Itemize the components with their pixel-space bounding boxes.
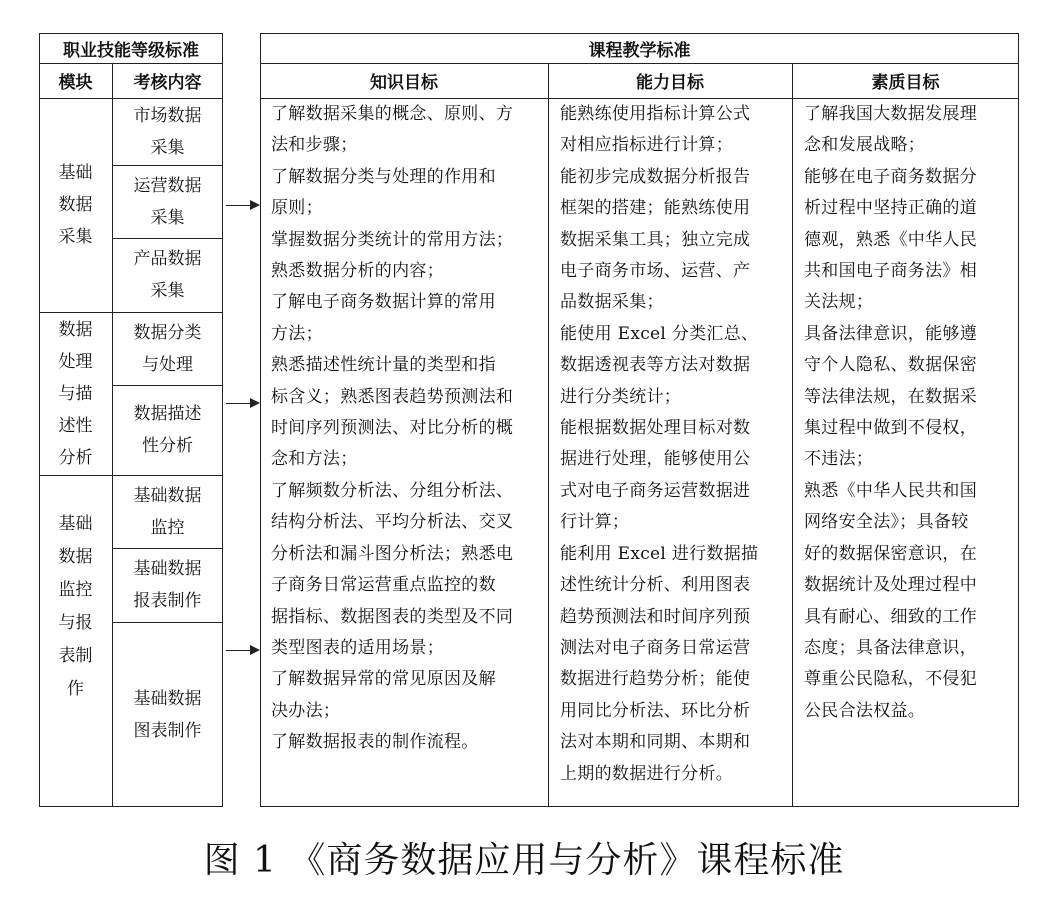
goal-line: 趋势预测法和时间序列预 bbox=[560, 606, 751, 627]
goal-line: 决办法； bbox=[271, 700, 341, 721]
knowledge-goals bbox=[271, 99, 543, 759]
goal-line: 法和步骤； bbox=[271, 135, 358, 156]
goal-line: 行计算； bbox=[560, 512, 630, 533]
item-descriptive-analysis: 数据描述 性分析 bbox=[133, 404, 202, 456]
item-operations-data: 运营数据 采集 bbox=[133, 175, 202, 228]
arrow-icon bbox=[226, 650, 258, 651]
item-chart-making: 基础数据 图表制作 bbox=[133, 688, 202, 741]
goal-line: 具有耐心、细致的工作 bbox=[804, 606, 977, 627]
ability-goals bbox=[560, 99, 788, 790]
arrow-icon bbox=[226, 403, 258, 404]
goal-line: 分析法和漏斗图分析法；熟悉电 bbox=[271, 543, 514, 564]
content-header: 考核内容 bbox=[133, 73, 202, 93]
goal-line: 熟悉数据分析的内容； bbox=[271, 261, 444, 282]
goal-line: 了解电子商务数据计算的常用 bbox=[271, 292, 496, 313]
item-data-monitoring: 基础数据 监控 bbox=[133, 485, 202, 538]
divider bbox=[792, 63, 793, 807]
skill-standard-title: 职业技能等级标准 bbox=[63, 40, 199, 61]
goal-line: 等法律法规，在数据采 bbox=[804, 386, 977, 407]
goal-line: 念和方法； bbox=[271, 449, 358, 470]
goal-line: 数据采集工具；独立完成 bbox=[560, 229, 751, 250]
goal-line: 了解数据采集的概念、原则、方 bbox=[271, 104, 514, 124]
goal-line: 据进行处理，能够使用公 bbox=[560, 449, 751, 470]
goal-line: 能利用 Excel 进行数据描 bbox=[560, 543, 759, 564]
goal-line: 了解数据分类与处理的作用和 bbox=[271, 166, 496, 187]
module-basic-data-collection: 基础 数据 采集 bbox=[58, 163, 93, 247]
goal-line: 掌握数据分类统计的常用方法； bbox=[271, 229, 514, 250]
goal-line: 能使用 Excel 分类汇总、 bbox=[560, 323, 759, 344]
item-product-data: 产品数据 采集 bbox=[133, 249, 202, 301]
goal-line: 了解频数分析法、分组分析法、 bbox=[271, 480, 514, 501]
goal-line: 电子商务市场、运营、产 bbox=[560, 261, 751, 282]
goal-line: 了解我国大数据发展理 bbox=[804, 104, 977, 124]
goal-line: 态度；具备法律意识， bbox=[804, 637, 977, 658]
goal-line: 具备法律意识，能够遵 bbox=[804, 323, 977, 344]
goal-line: 析过程中坚持正确的道 bbox=[804, 198, 977, 219]
ability-header: 能力目标 bbox=[636, 73, 704, 93]
goal-line: 标含义；熟悉图表趋势预测法和 bbox=[271, 386, 514, 407]
goal-line: 方法； bbox=[271, 323, 323, 344]
goal-line: 能够在电子商务数据分 bbox=[804, 166, 977, 187]
goal-line: 进行分类统计； bbox=[560, 386, 682, 407]
goal-line: 数据进行趋势分析；能使 bbox=[560, 669, 751, 690]
module-monitoring-reporting: 基础 数据 监控 与报 表制 作 bbox=[58, 514, 93, 699]
goal-line: 熟悉描述性统计量的类型和指 bbox=[271, 355, 496, 376]
goal-line: 法对本期和同期、本期和 bbox=[560, 732, 751, 753]
goal-line: 数据透视表等方法对数据 bbox=[560, 355, 751, 376]
knowledge-header: 知识目标 bbox=[370, 73, 438, 93]
goal-line: 能熟练使用指标计算公式 bbox=[560, 104, 751, 124]
item-market-data: 市场数据 采集 bbox=[133, 105, 202, 158]
goal-line: 熟悉《中华人民共和国 bbox=[804, 480, 977, 501]
goal-line: 网络安全法》；具备较 bbox=[804, 512, 969, 533]
item-data-classification: 数据分类 与处理 bbox=[133, 322, 202, 375]
goal-line: 数据统计及处理过程中 bbox=[804, 575, 977, 596]
goal-line: 对相应指标进行计算； bbox=[560, 135, 733, 156]
quality-header: 素质目标 bbox=[871, 73, 940, 93]
goal-line: 守个人隐私、数据保密 bbox=[804, 355, 977, 376]
goal-line: 集过程中做到不侵权， bbox=[804, 418, 977, 439]
divider bbox=[548, 63, 549, 807]
goal-line: 德观，熟悉《中华人民 bbox=[804, 229, 977, 250]
module-header: 模块 bbox=[58, 73, 93, 93]
goal-line: 结构分析法、平均分析法、交叉 bbox=[271, 512, 514, 533]
goal-line: 测法对电子商务日常运营 bbox=[560, 637, 751, 658]
goal-line: 念和发展战略； bbox=[804, 135, 926, 156]
goal-line: 类型图表的适用场景； bbox=[271, 637, 444, 658]
goal-line: 据指标、数据图表的类型及不同 bbox=[271, 606, 514, 627]
goal-line: 尊重公民隐私，不侵犯 bbox=[804, 669, 977, 690]
course-standard-title: 课程教学标准 bbox=[588, 40, 691, 61]
goal-line: 公民合法权益。 bbox=[804, 700, 926, 721]
goal-line: 上期的数据进行分析。 bbox=[560, 763, 733, 784]
goal-line: 框架的搭建；能熟练使用 bbox=[560, 198, 751, 219]
item-report-making: 基础数据 报表制作 bbox=[133, 559, 202, 611]
goal-line: 式对电子商务运营数据进 bbox=[560, 480, 751, 501]
goal-line: 好的数据保密意识，在 bbox=[804, 543, 977, 564]
goal-line: 关法规； bbox=[804, 292, 874, 313]
goal-line: 时间序列预测法、对比分析的概 bbox=[271, 418, 514, 439]
quality-goals bbox=[804, 99, 1014, 727]
goal-line: 能初步完成数据分析报告 bbox=[560, 166, 751, 187]
goal-line: 品数据采集； bbox=[560, 292, 664, 313]
goal-line: 不违法； bbox=[804, 449, 874, 470]
arrow-icon bbox=[226, 205, 258, 206]
goal-line: 子商务日常运营重点监控的数 bbox=[271, 575, 496, 596]
goal-line: 用同比分析法、环比分析 bbox=[560, 700, 751, 721]
goal-line: 原则； bbox=[271, 198, 323, 219]
goal-line: 述性统计分析、利用图表 bbox=[560, 575, 751, 596]
goal-line: 共和国电子商务法》相 bbox=[804, 261, 977, 282]
figure-caption: 图 1 《商务数据应用与分析》课程标准 bbox=[203, 840, 845, 881]
module-data-processing: 数据 处理 与描 述性 分析 bbox=[58, 319, 93, 468]
goal-line: 了解数据异常的常见原因及解 bbox=[271, 669, 496, 690]
goal-line: 能根据数据处理目标对数 bbox=[560, 418, 751, 439]
goal-line: 了解数据报表的制作流程。 bbox=[271, 732, 479, 753]
